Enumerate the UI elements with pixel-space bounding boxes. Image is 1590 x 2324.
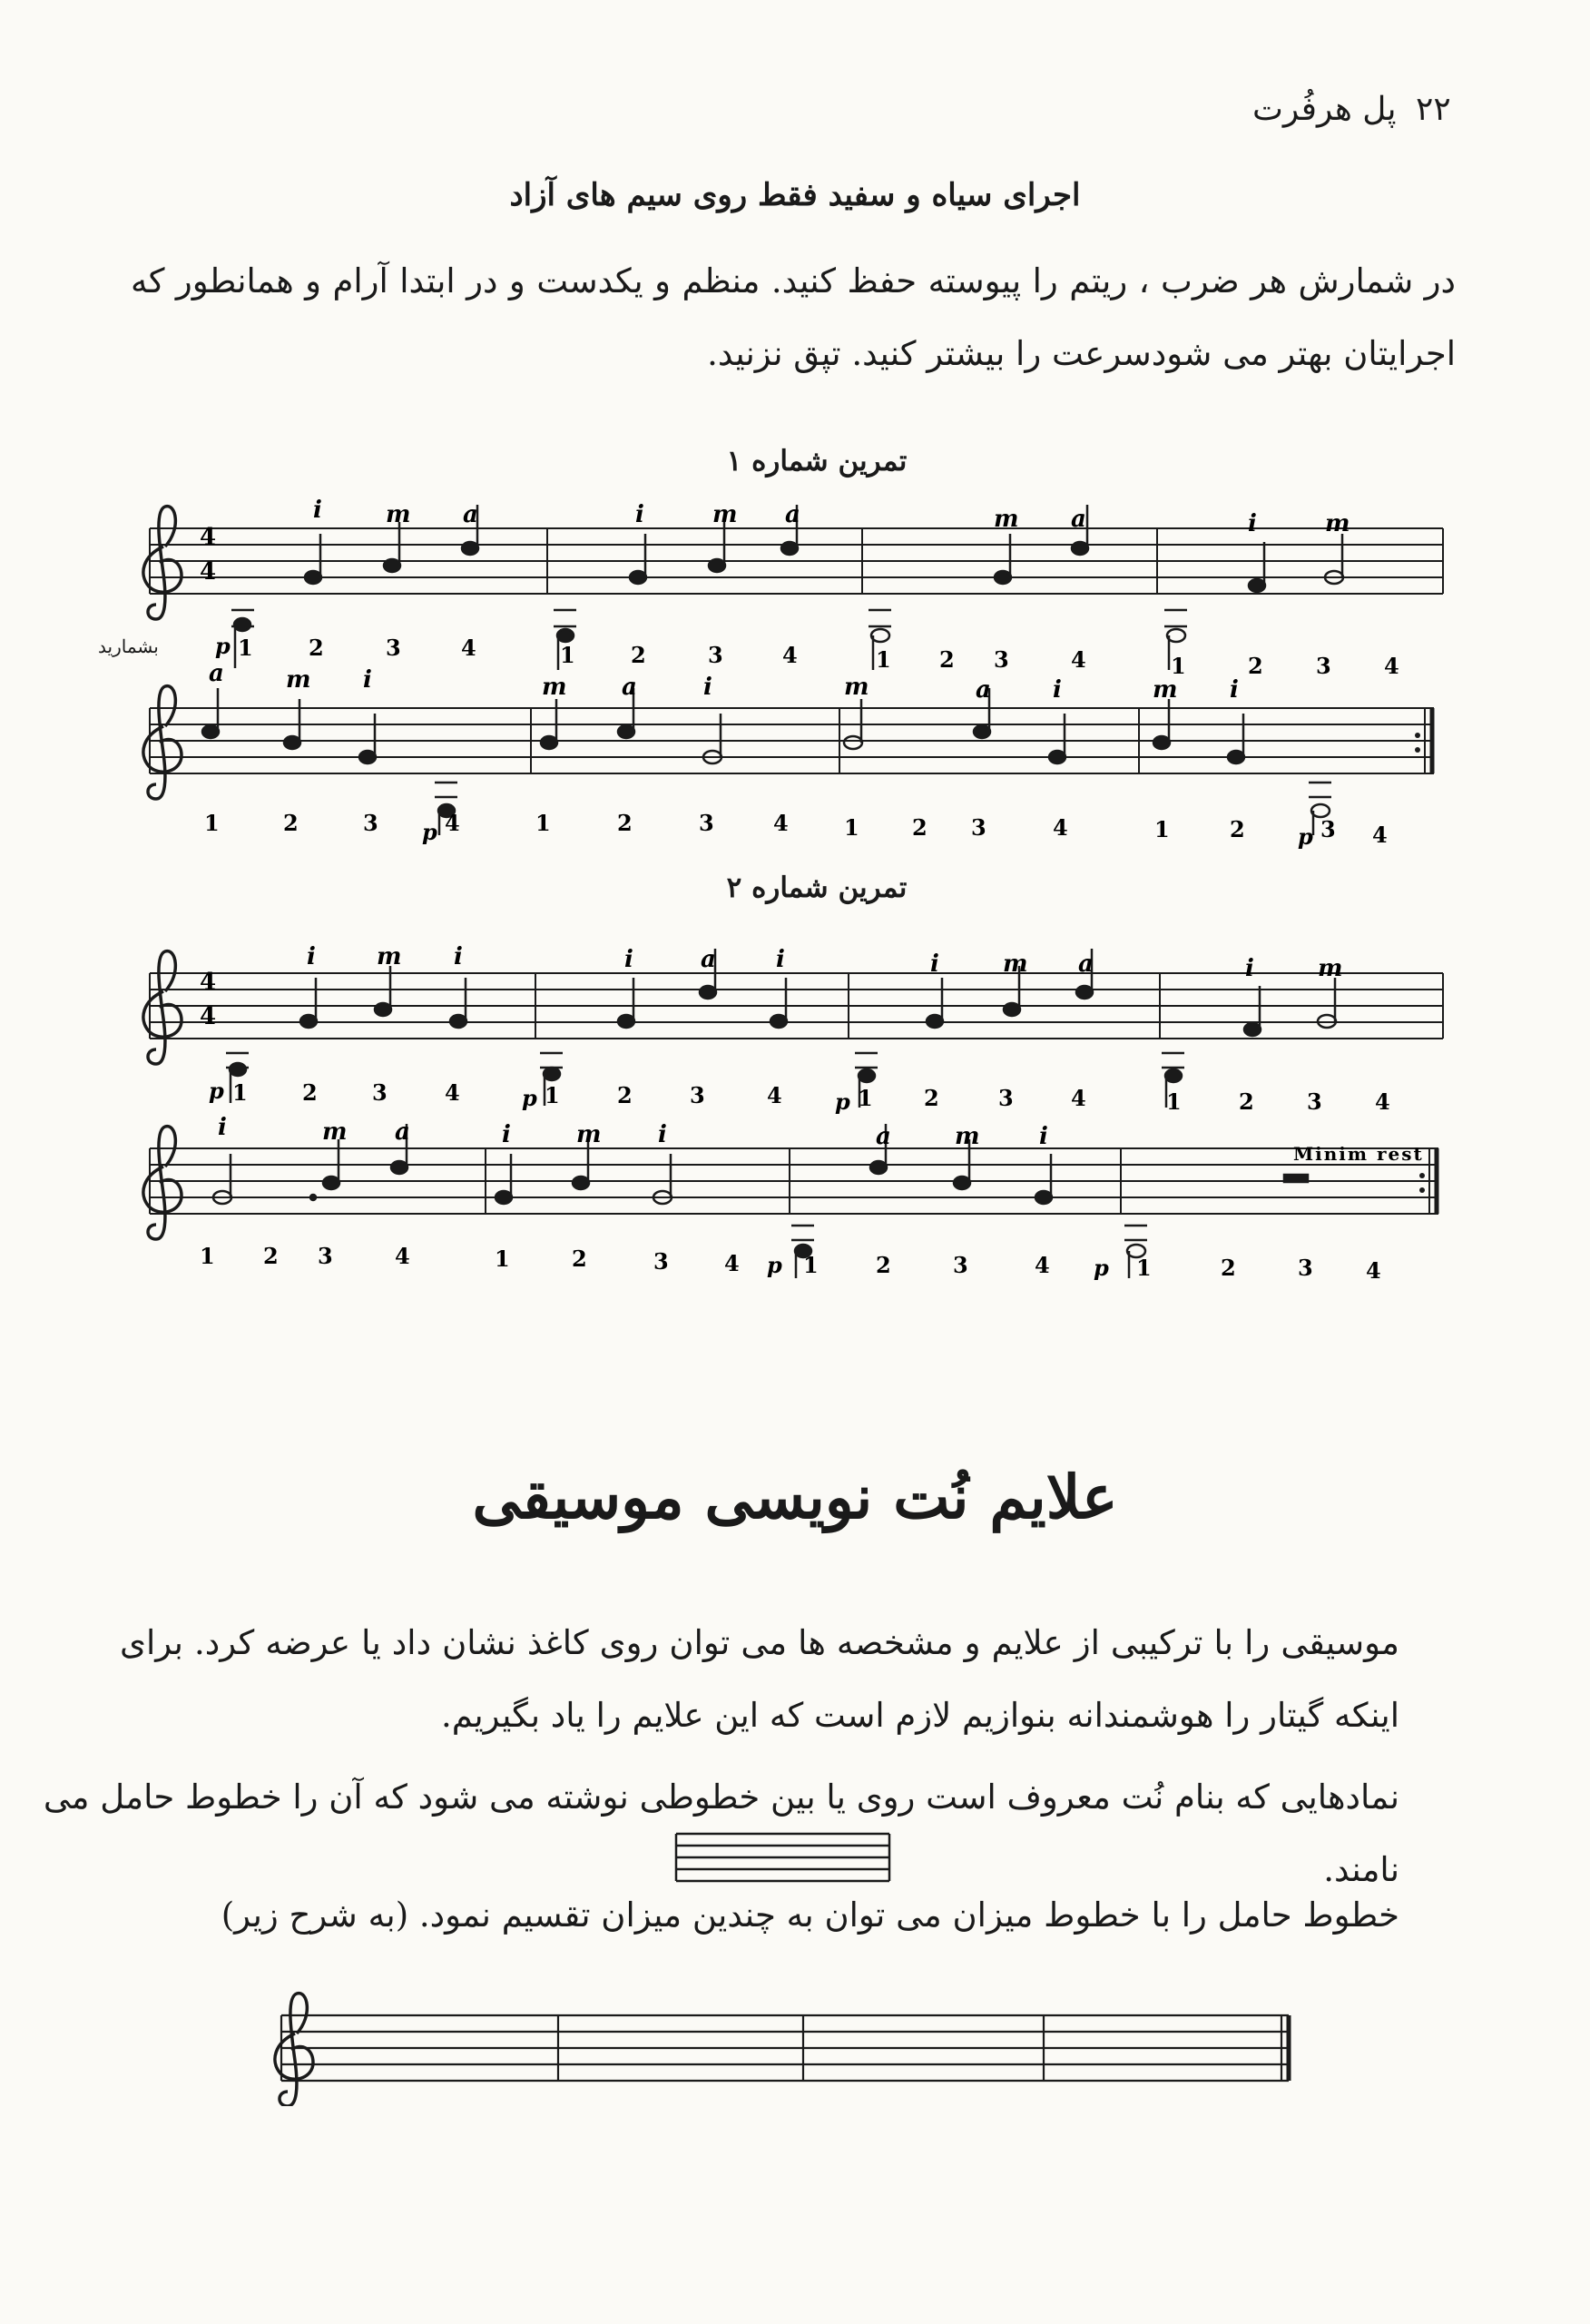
minim-rest-icon — [1284, 1175, 1308, 1182]
finger-mark: i — [1245, 955, 1254, 982]
finger-mark: i — [703, 674, 712, 701]
repeat-dot — [1419, 1173, 1425, 1178]
count-mark: 3 — [998, 1085, 1014, 1111]
count-mark: 1 — [545, 1082, 560, 1108]
count-mark: 1 — [858, 1085, 873, 1111]
finger-mark: m — [712, 501, 738, 528]
count-mark: 2 — [302, 1079, 318, 1106]
count-mark: 2 — [1248, 653, 1263, 679]
count-mark: 2 — [1239, 1088, 1254, 1115]
count-mark: 3 — [699, 810, 714, 836]
finger-mark: i — [1053, 676, 1062, 704]
count-mark: 3 — [971, 814, 986, 841]
count-mark: 3 — [1320, 816, 1336, 842]
finger-mark: a — [463, 501, 478, 528]
count-mark: p — [835, 1088, 850, 1115]
count-mark: 4 — [445, 810, 460, 836]
finger-mark: m — [576, 1121, 602, 1148]
finger-mark: i — [502, 1121, 511, 1148]
running-title: پل هرفُرت — [1252, 91, 1397, 128]
count-mark: 1 — [1171, 653, 1186, 679]
count-mark: 3 — [372, 1079, 388, 1106]
time-signature-top: 4 — [200, 524, 217, 551]
measured-staff — [254, 1979, 1307, 2106]
count-mark: 4 — [1071, 1085, 1086, 1111]
finger-mark: a — [622, 674, 637, 701]
finger-mark: m — [542, 674, 567, 701]
page-number: ۲۲ — [1416, 91, 1451, 128]
count-mark: 4 — [445, 1079, 460, 1106]
count-mark: p — [215, 633, 231, 659]
finger-mark: m — [1003, 950, 1028, 978]
finger-mark: a — [701, 946, 716, 973]
count-mark: 1 — [1154, 816, 1170, 842]
exercise1-title: تمرین شماره ۱ — [726, 445, 908, 478]
finger-mark: i — [454, 943, 463, 970]
time-signature-top: 4 — [200, 969, 217, 996]
count-mark: 4 — [461, 635, 476, 661]
count-mark: 2 — [876, 1252, 891, 1278]
count-mark: 4 — [773, 810, 789, 836]
count-mark: p — [1298, 823, 1313, 850]
count-mark: p — [522, 1085, 537, 1111]
time-signature-bottom: 4 — [200, 558, 217, 586]
repeat-dot — [1415, 747, 1420, 753]
count-mark: 4 — [1071, 646, 1086, 673]
finger-mark: m — [286, 666, 311, 694]
count-mark: 4 — [1375, 1088, 1390, 1115]
finger-mark: i — [307, 943, 316, 970]
count-mark: 3 — [994, 646, 1009, 673]
count-mark: 2 — [1221, 1255, 1236, 1281]
notation-title: علایم نُت نویسی موسیقی — [472, 1462, 1118, 1532]
exercise2-title: تمرین شماره ۲ — [726, 872, 908, 904]
count-mark: 1 — [204, 810, 220, 836]
count-mark: p — [1094, 1255, 1109, 1281]
notation-paragraph-3: خطوط حامل را با خطوط میزان می توان به چندین میزان تقسیم نمود. (به شرح زیر) — [221, 1896, 1399, 1935]
count-mark: 1 — [560, 642, 575, 668]
finger-mark: a — [1071, 506, 1086, 533]
count-mark: 3 — [1316, 653, 1331, 679]
finger-mark: i — [313, 497, 322, 524]
finger-mark: i — [776, 946, 785, 973]
finger-mark: i — [930, 950, 939, 978]
finger-mark: m — [844, 674, 869, 701]
count-mark: 3 — [653, 1248, 669, 1275]
count-mark: 3 — [690, 1082, 705, 1108]
finger-mark: m — [1325, 510, 1350, 537]
count-mark: 2 — [617, 810, 633, 836]
count-mark: 3 — [318, 1243, 333, 1269]
count-mark: 4 — [782, 642, 798, 668]
count-mark: 4 — [1053, 814, 1068, 841]
count-mark: p — [422, 819, 437, 845]
count-mark: 1 — [844, 814, 859, 841]
count-mark: 2 — [309, 635, 324, 661]
finger-mark: a — [785, 501, 800, 528]
count-mark: 2 — [283, 810, 299, 836]
finger-mark: m — [322, 1118, 348, 1146]
count-mark: 1 — [232, 1079, 248, 1106]
notation-paragraph-2: نمادهایی که بنام نُت معروف است روی یا بین خطوطی نوشته می شود که آن را خطوط حامل می نامند. — [43, 1777, 1399, 1889]
finger-mark: i — [658, 1121, 667, 1148]
finger-mark: i — [1230, 676, 1239, 704]
count-mark: 1 — [200, 1243, 215, 1269]
count-mark: 4 — [1372, 822, 1388, 848]
count-mark: 3 — [708, 642, 723, 668]
count-label: بشمارید — [98, 635, 159, 657]
count-mark: 2 — [912, 814, 928, 841]
count-mark: 2 — [572, 1246, 587, 1272]
count-mark: 2 — [631, 642, 646, 668]
count-mark: 1 — [535, 810, 551, 836]
count-mark: 1 — [238, 635, 253, 661]
repeat-dot — [1415, 733, 1420, 738]
repeat-dot — [1419, 1187, 1425, 1193]
minim-rest-label: Minim rest — [1293, 1143, 1424, 1165]
finger-mark: i — [624, 946, 633, 973]
finger-mark: m — [377, 943, 402, 970]
count-mark: 4 — [1366, 1257, 1381, 1284]
time-signature-bottom: 4 — [200, 1003, 217, 1030]
exercise2-staff-2 — [150, 1148, 1438, 1214]
count-mark: 4 — [724, 1250, 740, 1276]
count-mark: 1 — [495, 1246, 510, 1272]
finger-mark: a — [1078, 950, 1094, 978]
count-mark: 2 — [939, 646, 955, 673]
count-mark: 1 — [876, 646, 891, 673]
count-mark: 3 — [386, 635, 401, 661]
count-mark: 2 — [924, 1085, 939, 1111]
finger-mark: a — [395, 1118, 410, 1146]
count-mark: 2 — [617, 1082, 633, 1108]
count-mark: p — [209, 1078, 224, 1104]
count-mark: 4 — [1384, 653, 1399, 679]
count-mark: 4 — [767, 1082, 782, 1108]
count-mark: 1 — [803, 1252, 819, 1278]
finger-mark: a — [876, 1123, 891, 1150]
finger-mark: i — [635, 501, 644, 528]
count-mark: 3 — [1298, 1255, 1313, 1281]
count-mark: p — [767, 1252, 782, 1278]
finger-mark: m — [955, 1123, 980, 1150]
count-mark: 4 — [395, 1243, 410, 1269]
finger-mark: m — [386, 501, 411, 528]
count-mark: 1 — [1136, 1255, 1152, 1281]
finger-mark: a — [209, 660, 224, 687]
count-mark: 3 — [953, 1252, 968, 1278]
section-title: اجرای سیاه و سفید فقط روی سیم های آزاد — [509, 177, 1081, 213]
finger-mark: m — [994, 506, 1019, 533]
count-mark: 2 — [1230, 816, 1245, 842]
count-mark: 1 — [1166, 1088, 1182, 1115]
finger-mark: i — [1039, 1123, 1048, 1150]
finger-mark: m — [1318, 955, 1343, 982]
notation-paragraph-1: موسیقی را با ترکیبی از علایم و مشخصه ها می توان روی کاغذ نشان داد یا عرضه کرد. برای اینکه گیتار را هوشمندانه بنوازیم لازم است که این علایم را یاد بگیریم. — [120, 1623, 1399, 1735]
finger-mark: a — [976, 676, 991, 704]
intro-paragraph: در شمارش هر ضرب ، ریتم را پیوسته حفظ کنید. منظم و یکدست و در ابتدا آرام و همانطور که اجرایتان بهتر می شودسرعت را بیشتر کنید. تپق نزنید. — [131, 261, 1456, 373]
exercise1-staff-2 — [150, 708, 1434, 773]
finger-mark: m — [1153, 676, 1178, 704]
count-mark: 3 — [363, 810, 378, 836]
count-mark: 3 — [1307, 1088, 1322, 1115]
finger-mark: i — [363, 666, 372, 694]
count-mark: 2 — [263, 1243, 279, 1269]
count-mark: 4 — [1035, 1252, 1050, 1278]
finger-mark: i — [1248, 510, 1257, 537]
finger-mark: i — [218, 1114, 227, 1141]
